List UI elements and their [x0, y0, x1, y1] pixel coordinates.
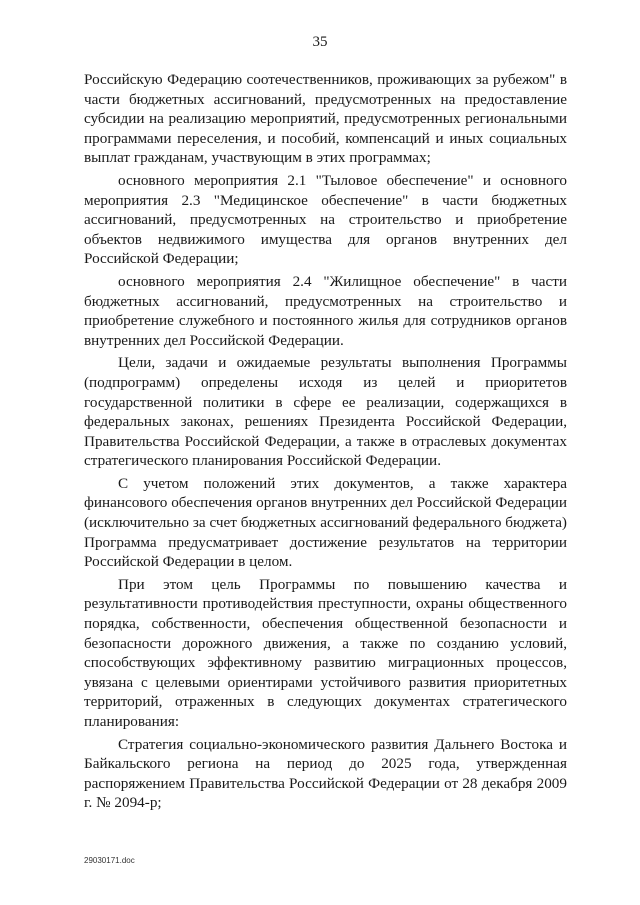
- paragraph: С учетом положений этих документов, а также характера финансового обеспечения органов внутренних дел Российской Федерации (исключительно за счет бюджетных ассигнований федерального бюджета) Программа предусматривает достижение результатов на территории Российской Федерации в целом.: [84, 474, 567, 571]
- paragraph: основного мероприятия 2.1 "Тыловое обеспечение" и основного мероприятия 2.3 "Медицинское обеспечение" в части бюджетных ассигнований, предусмотренных на строительство и приобретение объектов недвижимого имущества для органов внутренних дел Российской Федерации;: [84, 171, 567, 268]
- document-body: [84, 70, 567, 813]
- footer-file-name: 29030171.doc: [84, 856, 135, 865]
- paragraph: Стратегия социально-экономического развития Дальнего Востока и Байкальского региона на период до 2025 года, утвержденная распоряжением Правительства Российской Федерации от 28 декабря 2009 г. № 2094-р;: [84, 735, 567, 812]
- paragraph: основного мероприятия 2.4 "Жилищное обеспечение" в части бюджетных ассигнований, предусмотренных на строительство и приобретение служебного и постоянного жилья для сотрудников органов внутренних дел Российской Федерации.: [84, 272, 567, 349]
- paragraph: Цели, задачи и ожидаемые результаты выполнения Программы (подпрограмм) определены исходя из целей и приоритетов государственной политики в сфере ее реализации, содержащихся в федеральных законах, решениях Президента Российской Федерации, Правительства Российской Федерации, а также в отраслевых документах стратегического планирования Российской Федерации.: [84, 354, 567, 470]
- paragraph: Российскую Федерацию соотечественников, проживающих за рубежом" в части бюджетных ассигнований, предусмотренных на предоставление субсидии на реализацию мероприятий, предусмотренных региональными программами переселения, и пособий, компенсаций и иных социальных выплат гражданам, участвующим в этих программах;: [84, 71, 567, 167]
- paragraph: При этом цель Программы по повышению качества и результативности противодействия преступности, охраны общественного порядка, собственности, обеспечения общественной безопасности и безопасности дорожного движения, а также по созданию условий, способствующих эффективному развитию миграционных процессов, увязана с целевыми ориентирами устойчивого развития приоритетных территорий, отраженных в следующих документах стратегического планирования:: [84, 575, 567, 730]
- page-number: 35: [312, 34, 328, 50]
